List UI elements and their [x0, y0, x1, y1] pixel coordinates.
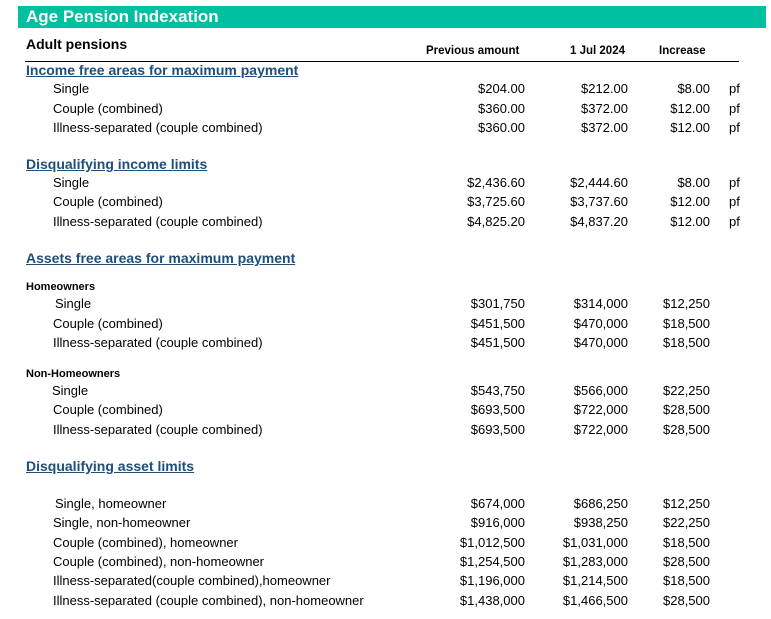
increase-amount: $12.00	[670, 101, 710, 116]
previous-amount: $451,500	[470, 316, 525, 331]
current-amount: $722,000	[573, 422, 628, 437]
increase-amount: $22,250	[663, 515, 710, 530]
table-row	[0, 535, 771, 554]
row-label: Couple (combined)	[53, 316, 163, 331]
section-heading-assets-free: Assets free areas for maximum payment	[26, 250, 296, 266]
increase-amount: $28,500	[663, 402, 710, 417]
previous-amount: $693,500	[470, 402, 525, 417]
subtitle: Adult pensions	[26, 36, 128, 52]
table-row	[0, 573, 771, 592]
previous-amount: $916,000	[470, 515, 525, 530]
previous-amount: $360.00	[478, 120, 525, 135]
row-label: Single, homeowner	[55, 496, 167, 511]
current-amount: $470,000	[573, 335, 628, 350]
table-row	[0, 335, 771, 354]
row-label: Single	[53, 175, 90, 190]
current-amount: $3,737.60	[570, 194, 628, 209]
previous-amount: $301,750	[470, 296, 525, 311]
table-row	[0, 402, 771, 421]
current-amount: $566,000	[573, 383, 628, 398]
note-marker: pf	[729, 175, 740, 190]
previous-amount: $204.00	[478, 81, 525, 96]
note-marker: pf	[729, 214, 740, 229]
table-row	[0, 120, 771, 139]
row-label: Couple (combined), homeowner	[53, 535, 238, 550]
row-label: Illness-separated (couple combined), non-homeowner	[53, 593, 364, 608]
increase-amount: $12.00	[670, 194, 710, 209]
table-row	[0, 383, 771, 402]
row-label: Illness-separated (couple combined)	[53, 335, 263, 350]
note-marker: pf	[729, 194, 740, 209]
table-row	[0, 316, 771, 335]
increase-amount: $12,250	[663, 296, 710, 311]
current-amount: $4,837.20	[570, 214, 628, 229]
increase-amount: $12,250	[663, 496, 710, 511]
previous-amount: $360.00	[478, 101, 525, 116]
previous-amount: $1,196,000	[459, 573, 525, 588]
table-row	[0, 81, 771, 100]
previous-amount: $451,500	[470, 335, 525, 350]
column-header-increase: Increase	[659, 45, 706, 57]
table-row	[0, 496, 771, 515]
table-row	[0, 175, 771, 194]
increase-amount: $18,500	[663, 535, 710, 550]
previous-amount: $4,825.20	[467, 214, 525, 229]
table-row	[0, 214, 771, 233]
column-header-current: 1 Jul 2024	[570, 45, 625, 57]
previous-amount: $543,750	[470, 383, 525, 398]
previous-amount: $1,254,500	[459, 554, 525, 569]
page-title: Age Pension Indexation	[26, 7, 219, 26]
table-row	[0, 593, 771, 612]
note-marker: pf	[729, 101, 740, 116]
increase-amount: $28,500	[663, 554, 710, 569]
increase-amount: $8.00	[677, 175, 710, 190]
row-label: Single	[52, 383, 89, 398]
section-heading-disqualifying-income: Disqualifying income limits	[26, 156, 208, 172]
previous-amount: $1,012,500	[459, 535, 525, 550]
row-label: Illness-separated (couple combined)	[53, 422, 263, 437]
current-amount: $2,444.60	[570, 175, 628, 190]
increase-amount: $28,500	[663, 422, 710, 437]
previous-amount: $2,436.60	[467, 175, 525, 190]
section-heading-disqualifying-asset: Disqualifying asset limits	[26, 458, 195, 474]
row-label: Single	[55, 296, 92, 311]
current-amount: $686,250	[573, 496, 628, 511]
row-label: Single	[53, 81, 90, 96]
note-marker: pf	[729, 81, 740, 96]
table-row	[0, 296, 771, 315]
row-label: Single, non-homeowner	[53, 515, 191, 530]
current-amount: $1,283,000	[562, 554, 628, 569]
row-label: Couple (combined), non-homeowner	[53, 554, 265, 569]
increase-amount: $28,500	[663, 593, 710, 608]
row-label: Illness-separated (couple combined)	[53, 120, 263, 135]
note-marker: pf	[729, 120, 740, 135]
previous-amount: $3,725.60	[467, 194, 525, 209]
current-amount: $1,214,500	[562, 573, 628, 588]
current-amount: $314,000	[573, 296, 628, 311]
increase-amount: $22,250	[663, 383, 710, 398]
table-row	[0, 194, 771, 213]
row-label: Couple (combined)	[53, 402, 163, 417]
increase-amount: $18,500	[663, 316, 710, 331]
column-header-previous: Previous amount	[426, 45, 520, 57]
increase-amount: $18,500	[663, 335, 710, 350]
current-amount: $212.00	[581, 81, 628, 96]
table-row	[0, 554, 771, 573]
row-label: Couple (combined)	[53, 101, 163, 116]
increase-amount: $18,500	[663, 573, 710, 588]
increase-amount: $12.00	[670, 120, 710, 135]
table-row	[0, 101, 771, 120]
table-row	[0, 515, 771, 534]
previous-amount: $674,000	[470, 496, 525, 511]
increase-amount: $8.00	[677, 81, 710, 96]
current-amount: $722,000	[573, 402, 628, 417]
group-label-homeowners: Homeowners	[26, 281, 96, 293]
current-amount: $938,250	[573, 515, 628, 530]
current-amount: $1,466,500	[562, 593, 628, 608]
title-bar	[18, 6, 766, 28]
previous-amount: $1,438,000	[459, 593, 525, 608]
table-row	[0, 422, 771, 441]
section-heading-income-free: Income free areas for maximum payment	[26, 62, 299, 78]
increase-amount: $12.00	[670, 214, 710, 229]
current-amount: $470,000	[573, 316, 628, 331]
row-label: Couple (combined)	[53, 194, 163, 209]
group-label-non-homeowners: Non-Homeowners	[26, 368, 121, 380]
current-amount: $372.00	[581, 120, 628, 135]
row-label: Illness-separated(couple combined),homeowner	[53, 573, 331, 588]
row-label: Illness-separated (couple combined)	[53, 214, 263, 229]
previous-amount: $693,500	[470, 422, 525, 437]
current-amount: $1,031,000	[562, 535, 628, 550]
current-amount: $372.00	[581, 101, 628, 116]
